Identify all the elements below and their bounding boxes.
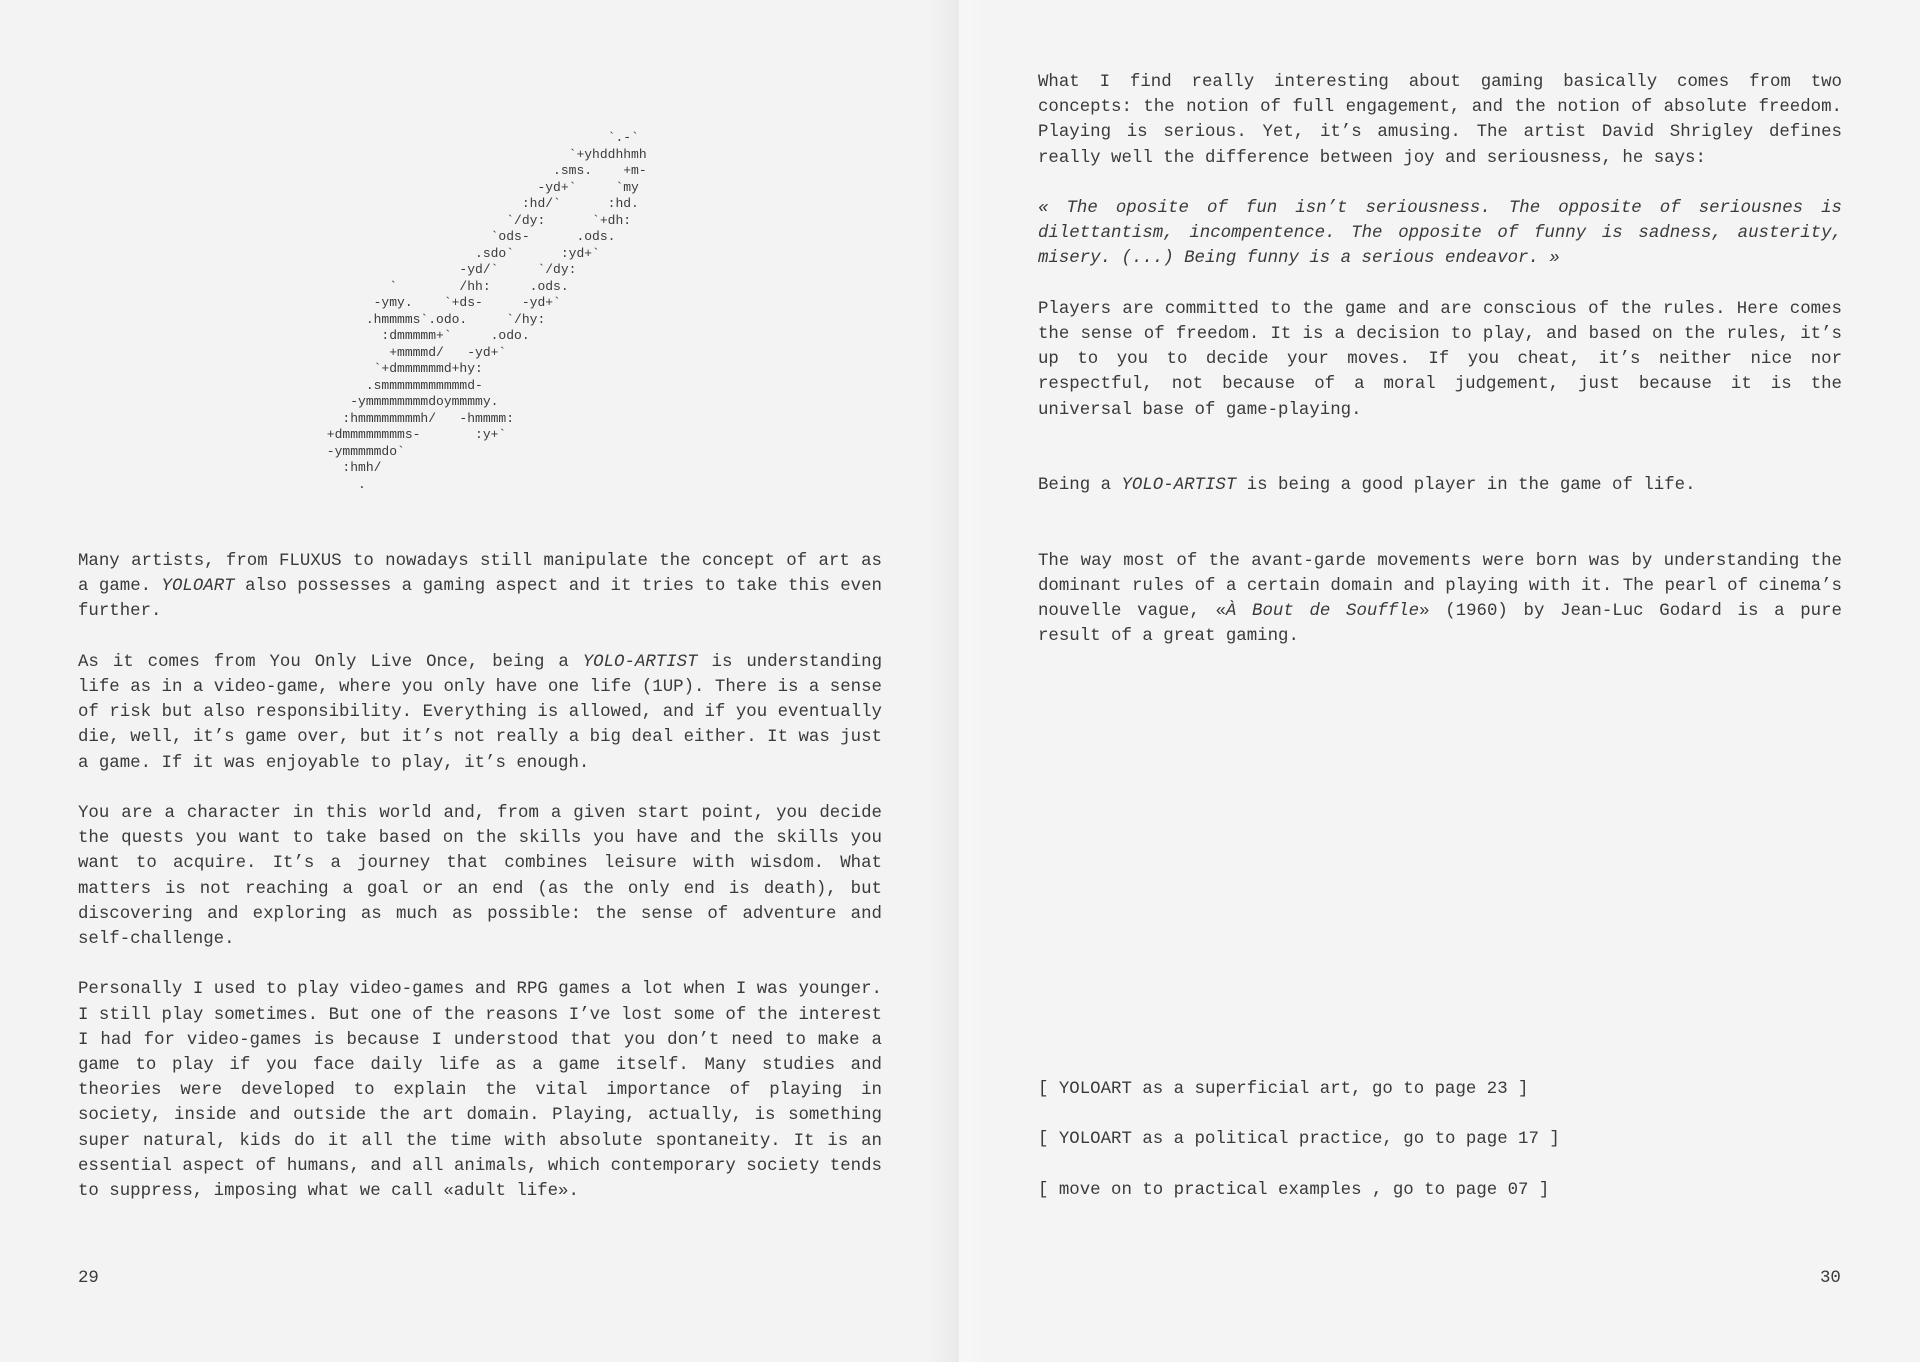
- quote-shrigley: « The oposite of fun isn’t seriousness. The opposite of seriousnes is dilettantism, incompentence. The opposite of funny is sadness, austerity, misery. (...) Being funny is a serious endeavor. »: [1038, 199, 1842, 269]
- emphasis-yolo-artist: YOLO-ARTIST: [582, 652, 698, 672]
- link-political-practice[interactable]: [ YOLOART as a political practice, go to page 17 ]: [1038, 1130, 1560, 1150]
- paragraph-character: You are a character in this world and, from a given start point, you decide the quests you want to take based on the skills you have and the skills you want to acquire. It’s a journey that combines leisure with wisdom. What matters is not reaching a goal or an end (as the only end is death), but discovering and exploring as much as possible: the sense of adventure and self-challenge.: [78, 804, 882, 950]
- navigation-links: [1038, 1077, 1560, 1228]
- emphasis-yoloart: YOLOART: [161, 577, 235, 597]
- left-body-text: [78, 549, 882, 1229]
- right-body-text: [1038, 70, 1842, 675]
- book-gutter: [928, 0, 988, 1362]
- paragraph-yolo: As it comes from You Only Live Once, being a YOLO-ARTIST is understanding life as in a video-game, where you only have one life (1UP). There is a sense of risk but also responsibility. Everything is allowed, and if you eventually die, well, it’s game over, but it’s not really a big deal either. It was just a game. If it was enjoyable to play, it’s enough.: [78, 652, 882, 773]
- paragraph-yolo-artist: Being a YOLO-ARTIST is being a good player in the game of life.: [1038, 476, 1696, 496]
- paragraph-players: Players are committed to the game and are conscious of the rules. Here comes the sense of freedom. It is a decision to play, and based on the rules, it’s up to you to decide your moves. If you cheat, it’s neither nice nor respectful, not because of a moral judgement, just because it is the universal base of game-playing.: [1038, 299, 1842, 420]
- paragraph-avant-garde: The way most of the avant-garde movements were born was by understanding the dominant rules of a certain domain and playing with it. The pearl of cinema’s nouvelle vague, «À Bout de Souffle» (1960) by Jean-Luc Godard is a pure result of a great gaming.: [1038, 551, 1842, 647]
- link-superficial-art[interactable]: [ YOLOART as a superficial art, go to page 23 ]: [1038, 1080, 1529, 1099]
- page-number-left: 29: [78, 1269, 99, 1288]
- ascii-art-illustration: `.-` `+yhddhhmh .sms. +m- -yd+` `my :hd/` :hd. `/dy: `+dh: `ods- .ods. .sdo` :yd+` -yd/` `/dy: ` /hh: .ods. -ymy. `+ds- -yd+` .hmmmms`.odo. `/hy: :dmmmmm+` .odo. +mmmmd/ -yd+` `+dmmmmmmd+hy: .smmmmmmmmmmmd- -ymmmmmmmmdoymmmmy. :hmmmmmmmmh/ -hmmmm: +dmmmmmmmms- :y+` -ymmmmmdo` :hmh/ .: [326, 130, 647, 492]
- left-page: [0, 0, 958, 1362]
- page-number-right: 30: [1820, 1269, 1841, 1288]
- paragraph-personally: Personally I used to play video-games and RPG games a lot when I was younger. I still play sometimes. But one of the reasons I’ve lost some of the interest I had for video-games is because I understood that you don’t need to make a game to play if you face daily life as a game itself. Many studies and theories were developed to explain the vital importance of playing in society, inside and outside the art domain. Playing, actually, is something super natural, kids do it all the time with absolute spontaneity. It is an essential aspect of humans, and all animals, which contemporary society tends to suppress, imposing what we call «adult life».: [78, 980, 882, 1202]
- paragraph-intro: What I find really interesting about gaming basically comes from two concepts: the notion of full engagement, and the notion of absolute freedom. Playing is serious. Yet, it’s amusing. The artist David Shrigley defines really well the difference between joy and seriousness, he says:: [1038, 73, 1842, 168]
- paragraph-fluxus: Many artists, from FLUXUS to nowadays still manipulate the concept of art as a game. YOLOART also possesses a gaming aspect and it tries to take this even further.: [78, 552, 882, 622]
- film-title: À Bout de Souffle: [1225, 602, 1420, 622]
- link-practical-examples[interactable]: [ move on to practical examples , go to page 07 ]: [1038, 1180, 1550, 1200]
